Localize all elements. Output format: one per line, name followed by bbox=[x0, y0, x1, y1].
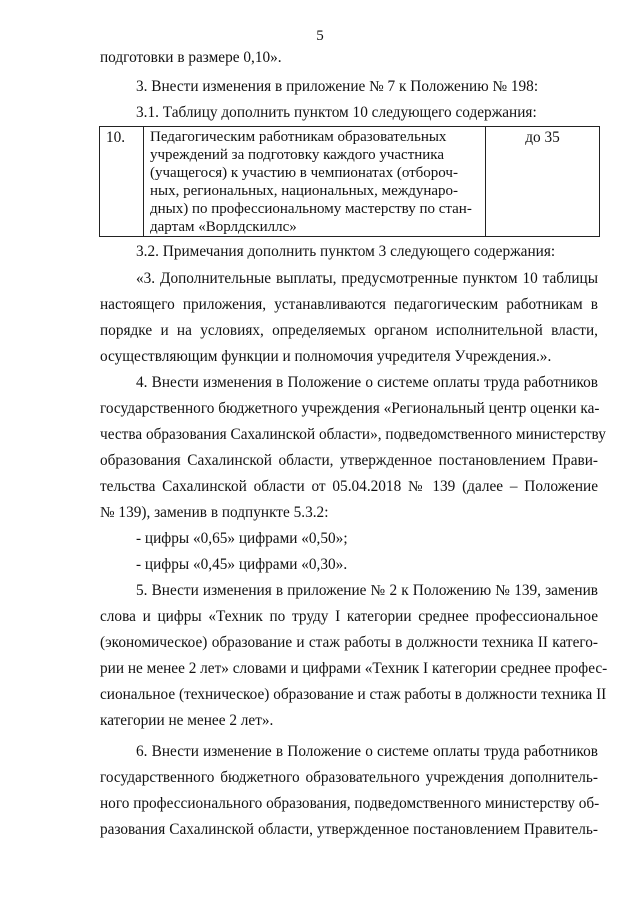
paragraph-line: настоящего приложения, устанавливаются педагогическим работникам в bbox=[100, 296, 598, 313]
table-row-number: 10. bbox=[106, 129, 126, 146]
page-number: 5 bbox=[316, 28, 324, 44]
paragraph-line: рии не менее 2 лет» словами и цифрами «Техник I категории среднее профес- bbox=[100, 660, 608, 677]
paragraph-line: (экономическое) образование и стаж работы в должности техника II катего- bbox=[100, 634, 598, 651]
paragraph-line: 3.2. Примечания дополнить пунктом 3 следующего содержания: bbox=[136, 243, 556, 260]
paragraph-line: чества образования Сахалинской области», подведомственного министерству bbox=[100, 426, 606, 443]
paragraph-line: порядке и на условиях, определяемых органом исполнительной власти, bbox=[100, 322, 598, 339]
table-text-line: учреждений за подготовку каждого участника bbox=[150, 147, 445, 163]
paragraph-line: - цифры «0,65» цифрами «0,50»; bbox=[136, 530, 348, 547]
paragraph-line: слова и цифры «Техник по труду I категории среднее профессиональное bbox=[100, 608, 598, 625]
amendment-table bbox=[99, 126, 600, 237]
paragraph-line: подготовки в размере 0,10». bbox=[100, 49, 282, 66]
table-text-line: Педагогическим работникам образовательных bbox=[150, 129, 447, 145]
paragraph-line: государственного бюджетного образовательного учреждения дополнитель- bbox=[100, 769, 598, 786]
table-cell-value bbox=[486, 127, 599, 236]
paragraph-line: ного профессионального образования, подведомственного министерству об- bbox=[100, 795, 600, 812]
table-cell-description bbox=[144, 127, 486, 236]
paragraph-line: 3.1. Таблицу дополнить пунктом 10 следующего содержания: bbox=[136, 104, 537, 121]
paragraph-line: № 139), заменив в подпункте 5.3.2: bbox=[100, 504, 329, 521]
paragraph-line: 6. Внести изменение в Положение о системе оплаты труда работников bbox=[136, 743, 598, 760]
paragraph-line: сиональное (техническое) образование и стаж работы в должности техника II bbox=[100, 686, 607, 703]
table-text-line: (учащегося) к участию в чемпионатах (отбороч- bbox=[150, 165, 458, 181]
paragraph-line: 5. Внести изменения в приложение № 2 к Положению № 139, заменив bbox=[136, 582, 598, 599]
paragraph-line: 3. Внести изменения в приложение № 7 к Положению № 198: bbox=[136, 78, 539, 95]
paragraph-line: государственного бюджетного учреждения «Региональный центр оценки ка- bbox=[100, 400, 600, 417]
table-text-line: ных, региональных, национальных, междунаро- bbox=[150, 183, 459, 199]
paragraph-line: осуществляющим функции и полномочия учредителя Учреждения.». bbox=[100, 348, 552, 365]
paragraph-line: тельства Сахалинской области от 05.04.2018 № 139 (далее – Положение bbox=[100, 478, 598, 495]
table-text-line: дных) по профессиональному мастерству по стан- bbox=[150, 201, 472, 217]
paragraph-line: «3. Дополнительные выплаты, предусмотренные пунктом 10 таблицы bbox=[136, 270, 598, 287]
paragraph-line: разования Сахалинской области, утвержденное постановлением Правитель- bbox=[100, 821, 598, 838]
paragraph-line: 4. Внести изменения в Положение о системе оплаты труда работников bbox=[136, 374, 598, 391]
paragraph-line: - цифры «0,45» цифрами «0,30». bbox=[136, 556, 348, 573]
paragraph-line: категории не менее 2 лет». bbox=[100, 712, 274, 729]
table-value: до 35 bbox=[525, 129, 560, 146]
table-text-line: дартам «Ворлдскиллс» bbox=[150, 219, 297, 235]
table-cell-number bbox=[100, 127, 144, 236]
paragraph-line: образования Сахалинской области, утвержденное постановлением Прави- bbox=[100, 452, 598, 469]
